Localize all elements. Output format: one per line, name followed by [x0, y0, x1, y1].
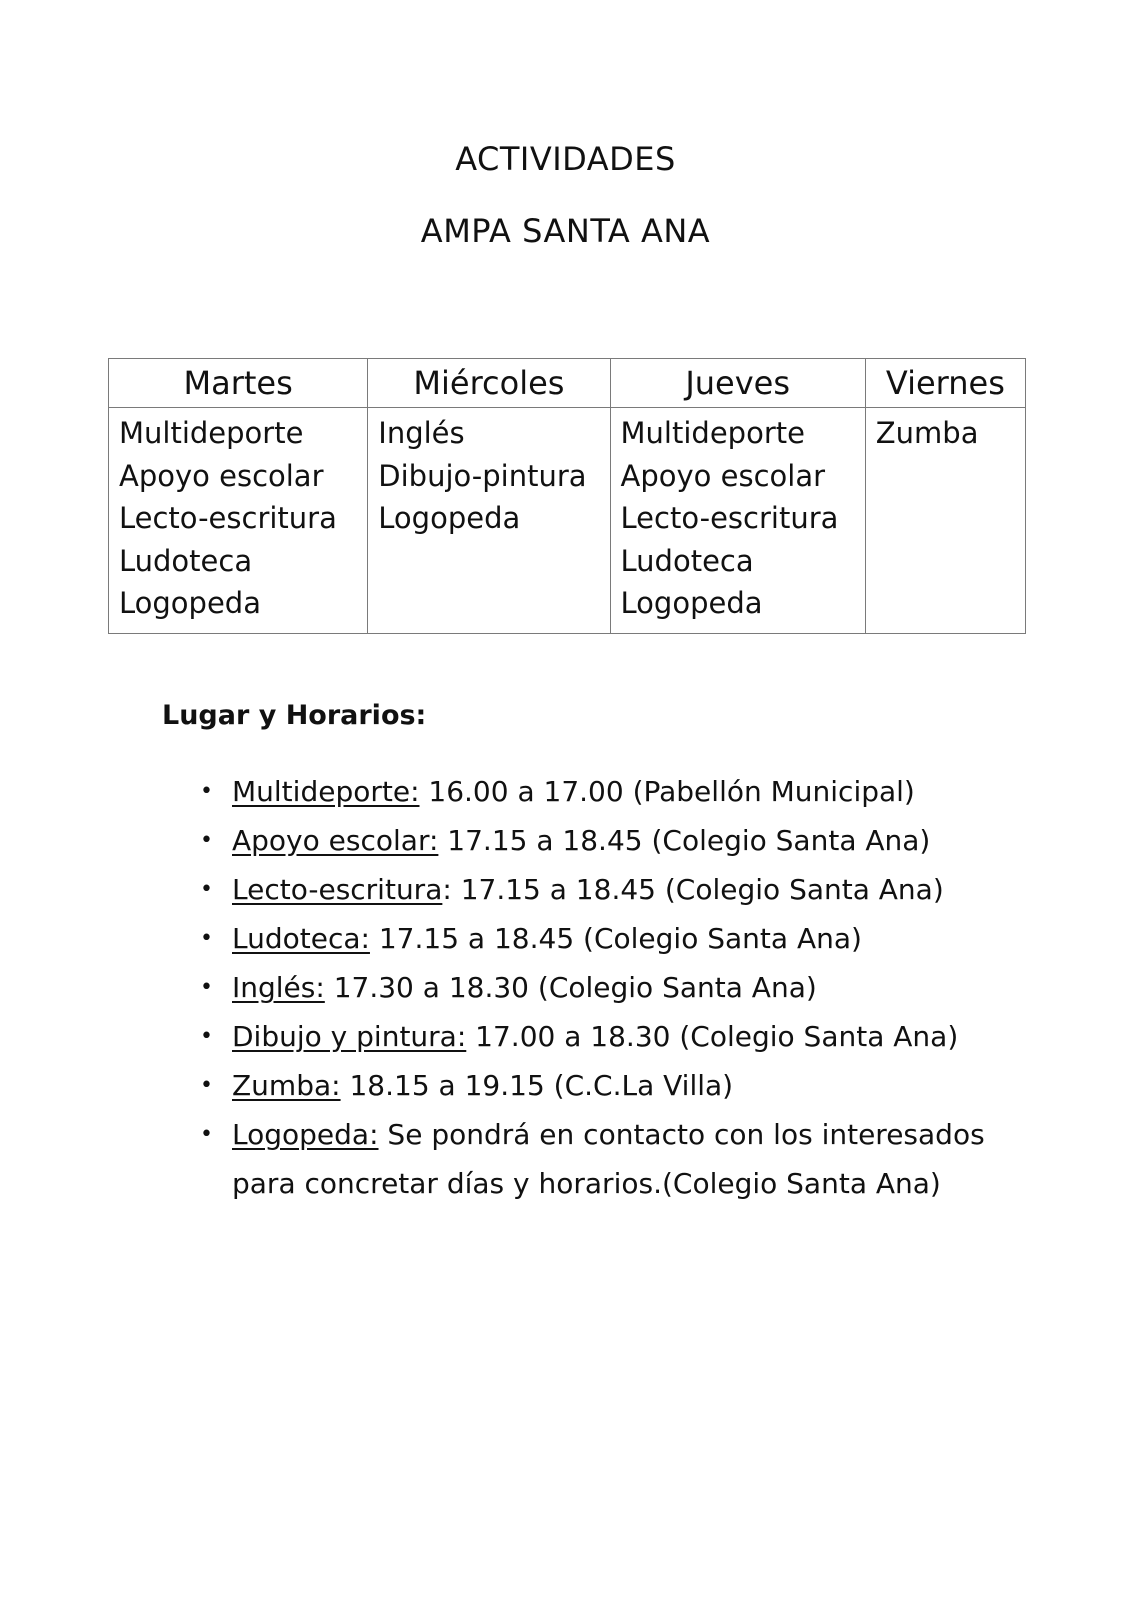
- activity-name: Lecto-escritura: [232, 873, 443, 906]
- document-subtitle: AMPA SANTA ANA: [420, 212, 711, 250]
- document-title: ACTIVIDADES: [455, 140, 676, 178]
- list-item: [200, 865, 990, 914]
- schedule-heading: Lugar y Horarios:: [162, 700, 427, 731]
- activity-name: Zumba:: [232, 1069, 341, 1102]
- activity-name: Multideporte:: [232, 775, 420, 808]
- list-item: [200, 816, 990, 865]
- table-cell-item: Lecto-escritura: [119, 501, 337, 535]
- table-cell-item: Zumba: [875, 416, 979, 450]
- jueves-activities-cell: [610, 408, 865, 634]
- weekly-activities-table: [108, 358, 1026, 634]
- bullet-icon: •: [200, 1122, 213, 1147]
- list-item: [200, 1012, 990, 1061]
- schedule-list: [200, 767, 990, 1208]
- activity-detail: 17.30 a 18.30 (Colegio Santa Ana): [324, 971, 817, 1004]
- activity-name: Apoyo escolar:: [232, 824, 439, 857]
- table-header-row: [109, 359, 1026, 408]
- miercoles-activities-cell: [368, 408, 610, 634]
- table-cell-item: Apoyo escolar: [119, 458, 324, 493]
- martes-activities-cell: [109, 408, 368, 634]
- table-cell-item: Ludoteca: [620, 543, 754, 578]
- bullet-icon: •: [200, 926, 213, 951]
- activity-detail: 17.15 a 18.45 (Colegio Santa Ana): [438, 824, 931, 857]
- activity-detail: 17.15 a 18.45 (Colegio Santa Ana): [369, 922, 862, 955]
- header-viernes: Viernes: [865, 359, 1025, 408]
- bullet-icon: •: [200, 1073, 213, 1098]
- header-miercoles: Miércoles: [368, 359, 610, 408]
- table-cell-item: Logopeda: [119, 586, 261, 620]
- activity-detail: 18.15 a 19.15 (C.C.La Villa): [340, 1069, 734, 1102]
- bullet-icon: •: [200, 877, 213, 902]
- activity-detail: Se pondrá en contacto con los interesados para concretar días y horarios.(Colegio Santa Ana): [232, 1118, 985, 1200]
- viernes-activities-cell: [865, 408, 1025, 634]
- table-cell-item: Multideporte: [119, 416, 304, 450]
- bullet-icon: •: [200, 828, 213, 853]
- table-cell-item: Ludoteca: [119, 543, 253, 578]
- table-cell-item: Lecto-escritura: [620, 501, 839, 535]
- activity-detail: : 17.15 a 18.45 (Colegio Santa Ana): [442, 873, 944, 906]
- table-row: [109, 408, 1026, 634]
- bullet-icon: •: [200, 1024, 213, 1049]
- activity-name: Logopeda:: [232, 1118, 379, 1151]
- list-item: [200, 767, 990, 816]
- table-cell-item: Logopeda: [620, 586, 763, 620]
- list-item: [200, 1061, 990, 1110]
- activity-name: Dibujo y pintura:: [232, 1020, 467, 1053]
- header-martes: Martes: [109, 359, 368, 408]
- list-item: [200, 914, 990, 963]
- bullet-icon: •: [200, 975, 213, 1000]
- header-jueves: Jueves: [610, 359, 865, 408]
- list-item: [200, 963, 990, 1012]
- activity-detail: 17.00 a 18.30 (Colegio Santa Ana): [466, 1020, 959, 1053]
- table-cell-item: Multideporte: [620, 416, 805, 450]
- activity-name: Ludoteca:: [232, 922, 370, 955]
- table-cell-item: Logopeda: [378, 501, 521, 535]
- table-cell-item: Inglés: [378, 416, 465, 450]
- table-cell-item: Apoyo escolar: [620, 458, 826, 493]
- table-cell-item: Dibujo-pintura: [378, 458, 587, 493]
- activity-name: Inglés:: [232, 971, 325, 1004]
- bullet-icon: •: [200, 779, 213, 804]
- list-item: [200, 1110, 990, 1208]
- activity-detail: 16.00 a 17.00 (Pabellón Municipal): [419, 775, 915, 808]
